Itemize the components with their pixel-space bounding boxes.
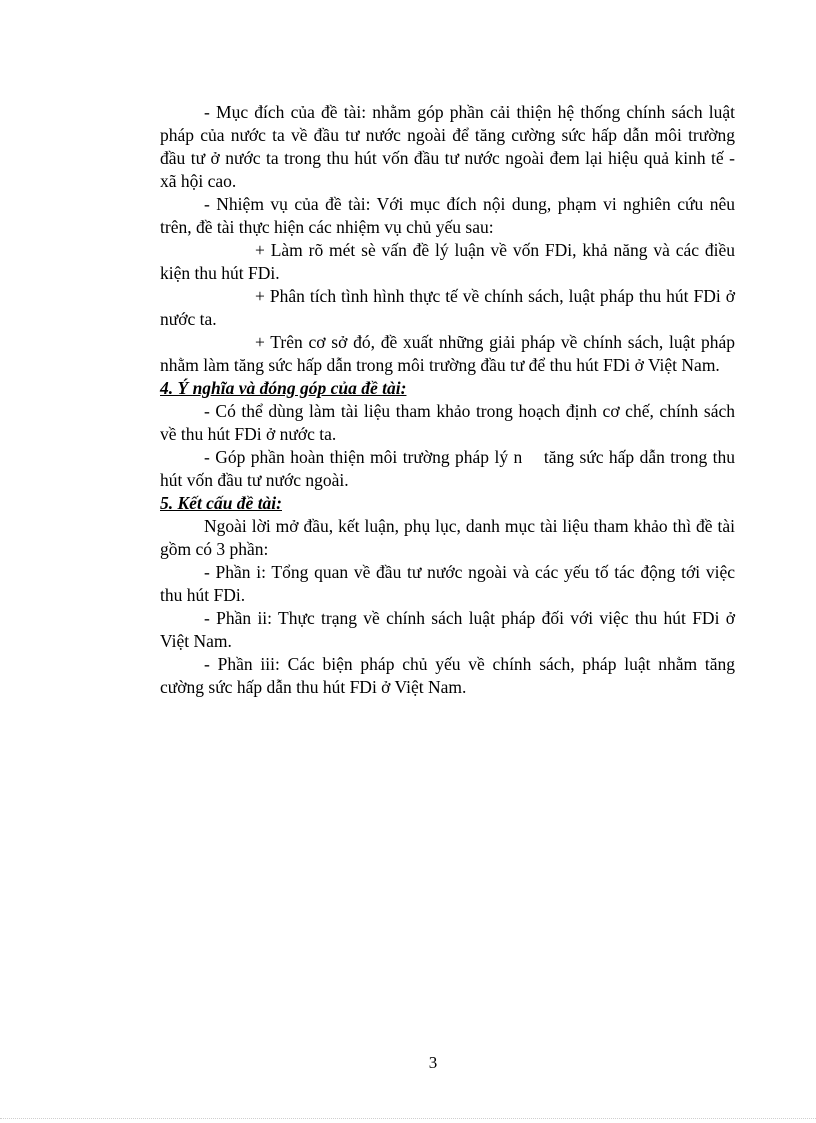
paragraph-part-3: - Phần iii: Các biện pháp chủ yếu về chính sách, pháp luật nhằm tăng cường sức hấp dẫn thu hút FDi ở Việt Nam. (160, 654, 735, 697)
page-body (160, 101, 740, 699)
paragraph-significance-2: - Góp phần hoàn thiện môi trường pháp lý n tăng sức hấp dẫn trong thu hút vốn đầu tư nước ngoài. (160, 447, 740, 490)
paragraph-task-2: + Phân tích tình hình thực tế về chính sách, luật pháp thu hút FDi ở nước ta. (160, 286, 735, 329)
page-number: 3 (428, 1053, 438, 1072)
paragraph-structure-intro: Ngoài lời mở đầu, kết luận, phụ lục, danh mục tài liệu tham khảo thì đề tài gồm có 3 phần: (160, 516, 735, 559)
paragraph-tasks: - Nhiệm vụ của đề tài: Với mục đích nội dung, phạm vi nghiên cứu nêu trên, đề tài thực hiện các nhiệm vụ chủ yếu sau: (160, 194, 735, 237)
paragraph-significance-1: - Có thể dùng làm tài liệu tham khảo trong hoạch định cơ chế, chính sách về thu hút FDi ở nước ta. (160, 401, 735, 444)
section-heading-4: 4. Ý nghĩa và đóng góp của đề tài: (160, 378, 407, 398)
paragraph-purpose: - Mục đích của đề tài: nhằm góp phần cải thiện hệ thống chính sách luật pháp của nước ta về đầu tư nước ngoài để tăng cường sức hấp dẫn môi trường đầu tư ở nước ta trong thu hút vốn đầu tư nước ngoài đem lại hiệu quả kinh tế - xã hội cao. (160, 102, 735, 191)
page-bottom-divider (0, 1118, 816, 1119)
section-heading-5: 5. Kết cấu đề tài: (160, 493, 282, 513)
paragraph-task-3: + Trên cơ sở đó, đề xuất những giải pháp về chính sách, luật pháp nhằm làm tăng sức hấp dẫn trong môi trường đầu tư để thu hút FDi ở Việt Nam. (160, 332, 735, 375)
paragraph-part-2: - Phần ii: Thực trạng về chính sách luật pháp đối với việc thu hút FDi ở Việt Nam. (160, 608, 735, 651)
paragraph-part-1: - Phần i: Tổng quan về đầu tư nước ngoài và các yếu tố tác động tới việc thu hút FDi. (160, 562, 735, 605)
paragraph-task-1: + Làm rõ mét sè vấn đề lý luận về vốn FDi, khả năng và các điều kiện thu hút FDi. (160, 240, 735, 283)
